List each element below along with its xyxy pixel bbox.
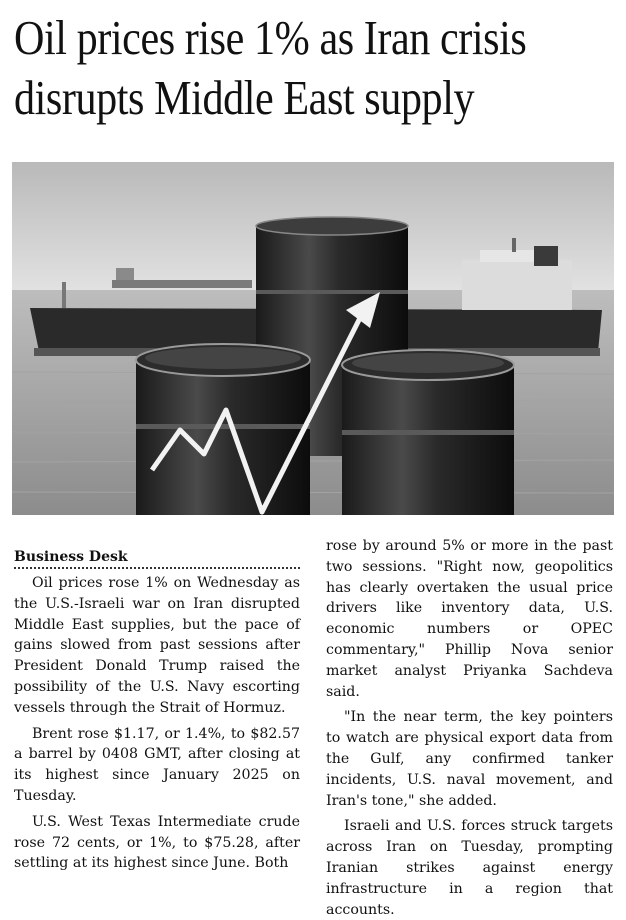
paragraph-3-continued: rose by around 5% or more in the past two sessions. "Right now, geopolitics has clearly overtaken the usual price drivers like inventory data, U.S. economic numbers or OPEC commentary," Phillip Nova senior market analyst Priyanka Sachdeva said. — [326, 538, 613, 700]
byline: Business Desk — [14, 549, 128, 565]
paragraph-4: "In the near term, the key pointers to watch are physical export data from the Gulf, any confirmed tanker incidents, U.S. naval movement, and Iran's tone," she added. — [326, 709, 613, 809]
byline-divider — [14, 567, 300, 569]
paragraph-3-start: U.S. West Texas Intermediate crude rose 72 cents, or 1%, to $75.28, after settling at its highest since June. Both — [14, 813, 300, 872]
paragraph-5: Israeli and U.S. forces struck targets across Iran on Tuesday, prompting Iranian strikes against energy infrastructure in a region that accounts. — [326, 818, 613, 918]
paragraph-1: Oil prices rose 1% on Wednesday as the U.S.-Israeli war on Iran disrupted Middle East supplies, but the pace of gains slowed from past sessions after President Donald Trump raised the possibility of the U.S. Navy escorting vessels through the Strait of Hormuz. — [14, 575, 300, 716]
oil-barrels-tanker-illustration — [12, 162, 614, 515]
article-column-2 — [326, 536, 613, 920]
article-photo — [12, 162, 614, 515]
article-column-1 — [14, 548, 300, 874]
headline-line-1: Oil prices rise 1% as Iran crisis — [14, 10, 527, 65]
headline-line-2: disrupts Middle East supply — [14, 70, 475, 125]
paragraph-2: Brent rose $1.17, or 1.4%, to $82.57 a barrel by 0408 GMT, after closing at its highest since January 2025 on Tuesday. — [14, 725, 300, 804]
headline — [14, 8, 530, 128]
